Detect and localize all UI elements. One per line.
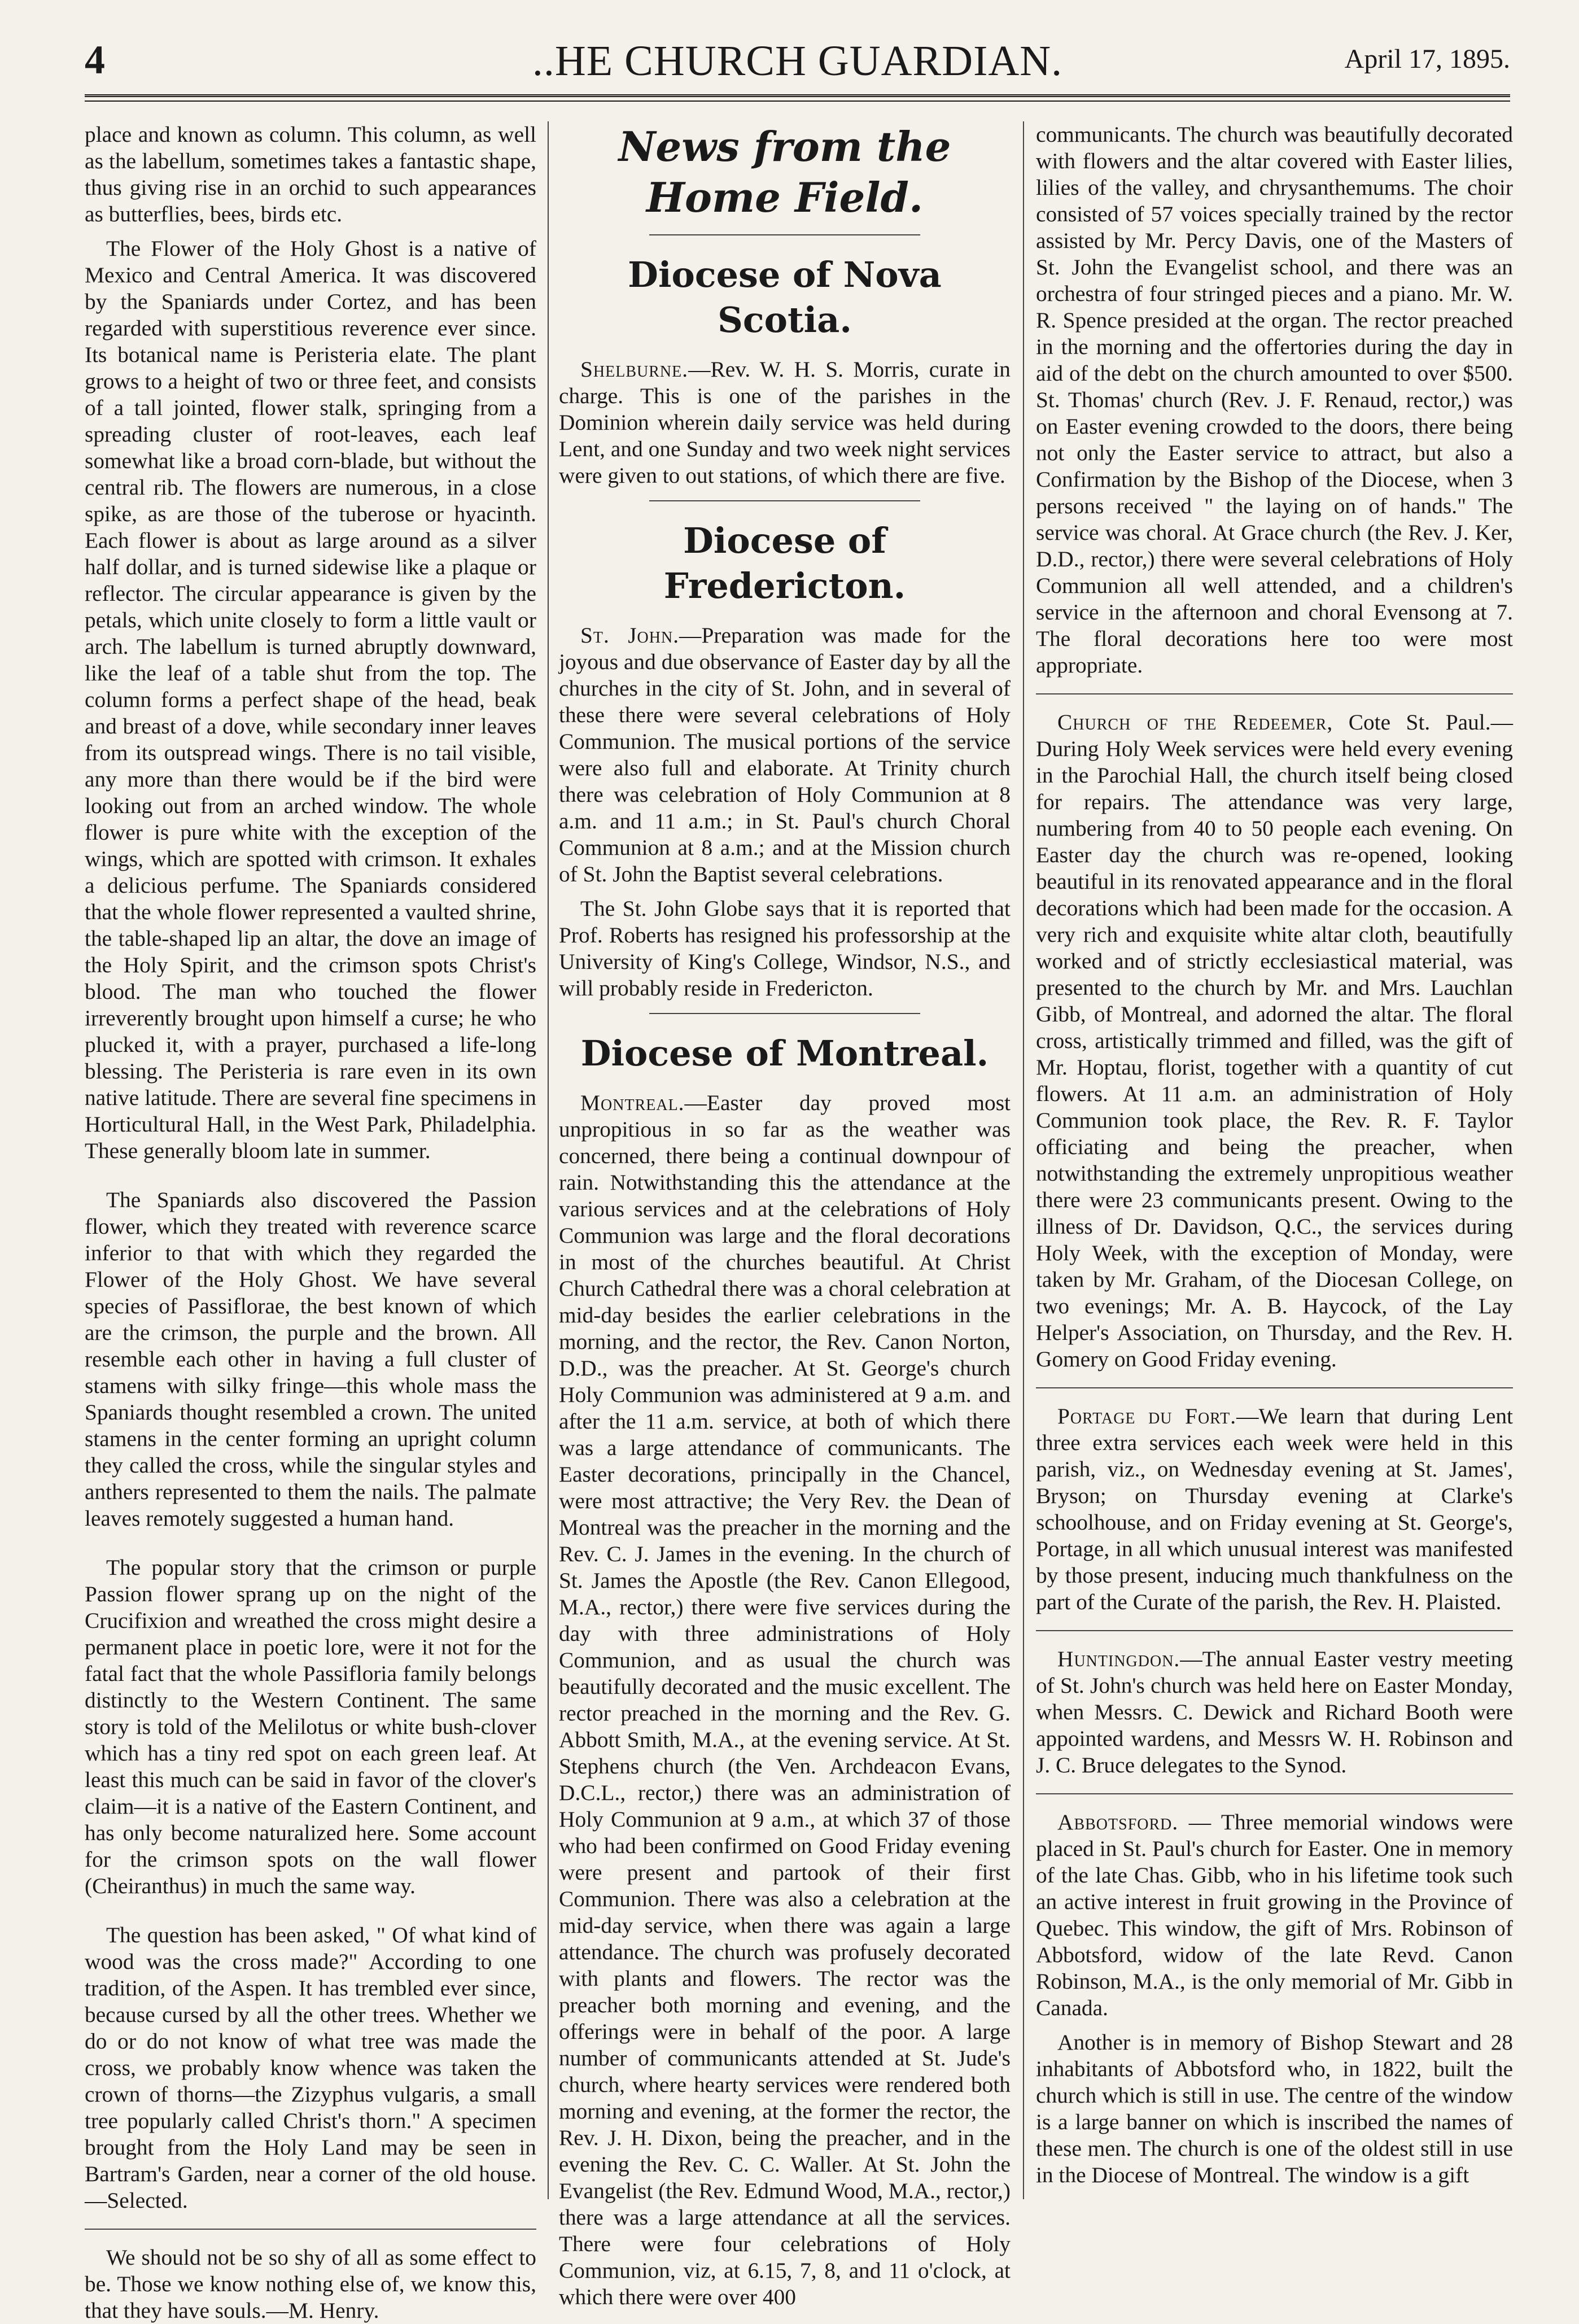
column-separator — [1023, 121, 1024, 2199]
section-rule — [649, 1013, 920, 1014]
news-item-text: —We learn that during Lent three extra services each week were held in this parish, viz., on Wednesday evening at St. James', Bryson; on Thursday evening at Clarke's schoolhouse, and on Friday evening at St. George's, Portage, in all which unusual interest was manifested by those present, inducing much thankfulness on the part of the Curate of the parish, the Rev. H. Plaisted. — [1036, 1404, 1513, 1614]
news-item-text: The St. John Globe says that it is reported that Prof. Roberts has resigned his professorship at the University of King's College, Windsor, N.S., and will probably reside in Fredericton. — [559, 896, 1011, 1001]
diocese-heading: Diocese of Montreal. — [580, 1033, 989, 1074]
news-item-text: Another is in memory of Bishop Stewart and 28 inhabitants of Abbotsford who, in 1822, built the church which is still in use. The centre of the window is a large banner on which is inscribed the names of these men. The church is one of the oldest still in use in the Diocese of Montreal. The window is a gift — [1036, 2030, 1513, 2187]
news-item-lead: Huntingdon. — [1057, 1646, 1180, 1671]
quotation-paragraph: We should not be so shy of all as some effect to be. Those we know nothing else of, we know this, that they have souls.—M. Henry. — [85, 2245, 536, 2323]
news-item — [559, 356, 1011, 489]
news-item — [1036, 1403, 1513, 1615]
news-item-lead: Church of the Redeemer, — [1057, 710, 1333, 735]
section-rule — [1036, 1630, 1513, 1631]
news-item-text: — Three memorial windows were placed in St. Paul's church for Easter. One in memory of the late Chas. Gibb, who in his lifetime took such an active interest in fruit growing in the Province of Quebec. This window, the gift of Mrs. Robinson of Abbotsford, widow of the late Revd. Canon Robinson, M.A., is the only memorial of Mr. Gibb in Canada. — [1036, 1810, 1513, 2020]
news-item-text: —Preparation was made for the joyous and due observance of Easter day by all the churches in the city of St. John, and in several of these there were several celebrations of Holy Communion. The musical portions of the service were also full and elaborate. At Trinity church there was celebration of Holy Communion at 8 a.m. and 11 a.m.; in St. Paul's church Choral Communion at 8 a.m.; and at the Mission church of St. John the Baptist several celebrations. — [559, 623, 1011, 886]
article-paragraph: The popular story that the crimson or purple Passion flower sprang up on the night of the Crucifixion and wreathed the cross might desire a permanent place in poetic lore, were it not for the fatal fact that the whole Passifloria family belongs distinctly to the Western Continent. The same story is told of the Melilotus or white bush-clover which has a tiny red spot on each green leaf. At least this much can be said in favor of the clover's claim—it is a native of the Eastern Continent, and has only become naturalized here. Some account for the crimson spots on the wall flower (Cheiranthus) in much the same way. — [85, 1555, 536, 1898]
news-item — [559, 1090, 1011, 2310]
news-item — [1036, 1809, 1513, 2021]
news-item — [1036, 709, 1513, 1373]
diocese-heading: Diocese of Fredericton. — [663, 520, 906, 606]
news-item-text: —The annual Easter vestry meeting of St. John's church was held here on Easter Monday, when Messrs. C. Dewick and Richard Booth were appointed wardens, and Messrs W. H. Robinson and J. C. Bruce delegates to the Synod. — [1036, 1646, 1513, 1777]
page-number: 4 — [85, 37, 105, 82]
header-rule — [85, 94, 1510, 102]
article-paragraph: place and known as column. This column, as well as the labellum, sometimes takes a fantastic shape, thus giving rise in an orchid to such appearances as butterflies, bees, birds etc. — [85, 122, 536, 226]
news-item-lead: Portage du Fort. — [1057, 1404, 1237, 1429]
column-3 — [1036, 121, 1513, 2199]
news-item-text: —Easter day proved most unpropitious in so far as the weather was concerned, there being a continual downpour of rain. Notwithstanding this the attendance at the various services and at the celebrations of Holy Communion was large and the floral decorations in most of the churches beautiful. At Christ Church Cathedral there was a choral celebration at mid-day besides the earlier celebrations in the morning, and the rector, the Rev. Canon Norton, D.D., was the preacher. At St. George's church Holy Communion was administered at 9 a.m. and after the 11 a.m. service, at both of which there was a large attendance of communicants. The Easter decorations, principally in the Chancel, were most attractive; the Very Rev. the Dean of Montreal was the preacher in the morning and the Rev. C. J. James in the evening. In the church of St. James the Apostle (the Rev. Canon Ellegood, M.A., rector,) there were five services during the day with three administrations of Holy Communion, and as usual the church was beautifully decorated and the music excellent. The rector preached in the morning and the Rev. G. Abbott Smith, M.A., at the evening service. At St. Stephens church (the Ven. Archdeacon Evans, D.C.L., rector,) there was an administration of Holy Communion at 9 a.m., at which 37 of those who had been confirmed on Good Friday evening were present and partook of their first Communion. There was also a celebration at the mid-day service, when there was again a large attendance. The church was profusely decorated with plants and flowers. The rector was the preacher both morning and evening, and the offerings were in behalf of the poor. A large number of communicants attended at St. Jude's church, where hearty services were rendered both morning and evening, at the former the rector, the Rev. J. H. Dixon, being the preacher, and in the evening the Rev. C. C. Waller. At St. John the Evangelist (the Rev. Edmund Wood, M.A., rector,) there was a large attendance at all the services. There were four celebrations of Holy Communion, viz, at 6.15, 7, 8, and 11 o'clock, at which there were over 400 — [559, 1090, 1011, 2309]
article-paragraph: The Flower of the Holy Ghost is a native of Mexico and Central America. It was discovered by the Spaniards under Cortez, and has been regarded with superstitious reverence ever since. Its botanical name is Peristeria elate. The plant grows to a height of two or three feet, and consists of a tall jointed, flower stalk, springing from a spreading cluster of root-leaves, each leaf somewhat like a broad corn-blade, but without the central rib. The flowers are numerous, in a close spike, as are those of the tuberose or hyacinth. Each flower is about as large around as a silver half dollar, and is turned sidewise like a plaque or reflector. The circular appearance is given by the petals, which unite closely to form a little vault or arch. The labellum is turned abruptly downward, like the leaf of a table shut from the top. The column forms a perfect shape of the head, beak and breast of a dove, while secondary inner leaves from its outspread wings. There is no tail visible, any more than there would be if the bird were looking out from an arched window. The whole flower is pure white with the exception of the wings, which are spotted with crimson. It exhales a delicious perfume. The Spaniards considered that the whole flower represented a vaulted shrine, the table-shaped lip an altar, the dove an image of the Holy Spirit, and the crimson spots Christ's blood. The man who touched the flower irreverently brought upon himself a curse; he who plucked it, with a prayer, purchased a life-long blessing. The Peristeria is rare even in its own native latitude. There are several fine specimens in Horticultural Hall, in the West Park, Philadelphia. These generally bloom late in summer. — [85, 236, 536, 1163]
newspaper-title: ..HE CHURCH GUARDIAN. — [532, 37, 1063, 85]
issue-date: April 17, 1895. — [1344, 44, 1510, 74]
news-item-lead: Abbotsford. — [1057, 1810, 1179, 1834]
page-header — [85, 31, 1510, 93]
column-2 — [559, 121, 1011, 2309]
news-item-lead: St. John. — [580, 623, 680, 648]
article-paragraph: The question has been asked, " Of what kind of wood was the cross made?" According to one tradition, of the Aspen. It has trembled ever since, because cursed by all the other trees. Whether we do or do not know of what tree was made the cross, we probably know whence was taken the crown of thorns—the Zizyphus vulgaris, a small tree popularly called Christ's thorn." A specimen brought from the Holy Land may be seen in Bartram's Garden, near a corner of the old house.—Selected. — [85, 1923, 536, 2213]
column-1 — [85, 121, 536, 2323]
news-item-text: Cote St. Paul.—During Holy Week services were held every evening in the Parochial Hall, the church itself being closed for repairs. The attendance was very large, numbering from 40 to 50 people each evening. On Easter day the church was re-opened, looking beautiful in its renovated appearance and in the floral decorations which had been made for the occasion. A very rich and exquisite white altar cloth, beautifully worked and of strictly ecclesiastical material, was presented to the church by Mr. and Mrs. Lauchlan Gibb, of Montreal, and adorned the altar. The floral cross, artistically trimmed and filled, was the gift of Mr. Hoptau, florist, together with a quantity of cut flowers. At 11 a.m. an administration of Holy Communion took place, the Rev. R. F. Taylor officiating and being the preacher, when notwithstanding the extremely unpropitious weather there were 23 communicants present. Owing to the illness of Dr. Davidson, Q.C., the services during Holy Week, with the exception of Monday, were taken by Mr. Graham, of the Diocesan College, on two evenings; Mr. A. B. Haycock, of the Lay Helper's Association, on Thursday, and the Rev. H. Gomery on Good Friday evening. — [1036, 710, 1513, 1371]
section-rule — [649, 500, 920, 501]
news-item — [1036, 1646, 1513, 1779]
news-item-lead: Montreal. — [580, 1090, 685, 1115]
news-item-lead: Shelburne. — [580, 357, 689, 382]
article-paragraph: The Spaniards also discovered the Passion flower, which they treated with reverence scarce inferior to that with which they regarded the Flower of the Holy Ghost. We have several species of Passiflorae, the best known of which are the crimson, the purple and the brown. All resemble each other in having a full cluster of stamens with silky fringe—this whole mass the Spaniards thought resembled a crown. The united stamens in the center forming an upright column they called the cross, while the singular styles and anthers represented to them the nails. The palmate leaves remotely suggested a human hand. — [85, 1187, 536, 1531]
section-rule — [1036, 1387, 1513, 1388]
section-rule — [1036, 693, 1513, 694]
section-heading: News from the Home Field. — [618, 123, 951, 221]
section-rule — [1036, 1793, 1513, 1794]
news-item-text: —Rev. W. H. S. Morris, curate in charge. This is one of the parishes in the Dominion wherein daily service was held during Lent, and one Sunday and two week night services were given to out stations, of which there are five. — [559, 357, 1011, 488]
news-item-text: communicants. The church was beautifully decorated with flowers and the altar covered with Easter lilies, lilies of the valley, and chrysanthemums. The choir consisted of 57 voices specially trained by the rector assisted by Mr. Percy Davis, one of the Masters of St. John the Evangelist school, and there was an orchestra of four stringed pieces and a piano. Mr. W. R. Spence presided at the organ. The rector preached in the morning and the offertories during the day in aid of the debt on the church amounted to over $500. St. Thomas' church (Rev. J. F. Renaud, rector,) was on Easter evening crowded to the doors, there being not only the Easter service to attract, but also a Confirmation by the Bishop of the Diocese, when 3 persons received " the laying on of hands." The service was choral. At Grace church (the Rev. J. Ker, D.D., rector,) there were several celebrations of Holy Communion all well attended, and a children's service in the afternoon and choral Evensong at 7. The floral decorations here too were most appropriate. — [1036, 122, 1513, 678]
diocese-heading: Diocese of Nova Scotia. — [628, 254, 942, 340]
news-item — [559, 622, 1011, 888]
section-rule — [649, 234, 920, 235]
section-rule — [85, 2229, 536, 2230]
column-separator — [548, 121, 549, 2199]
